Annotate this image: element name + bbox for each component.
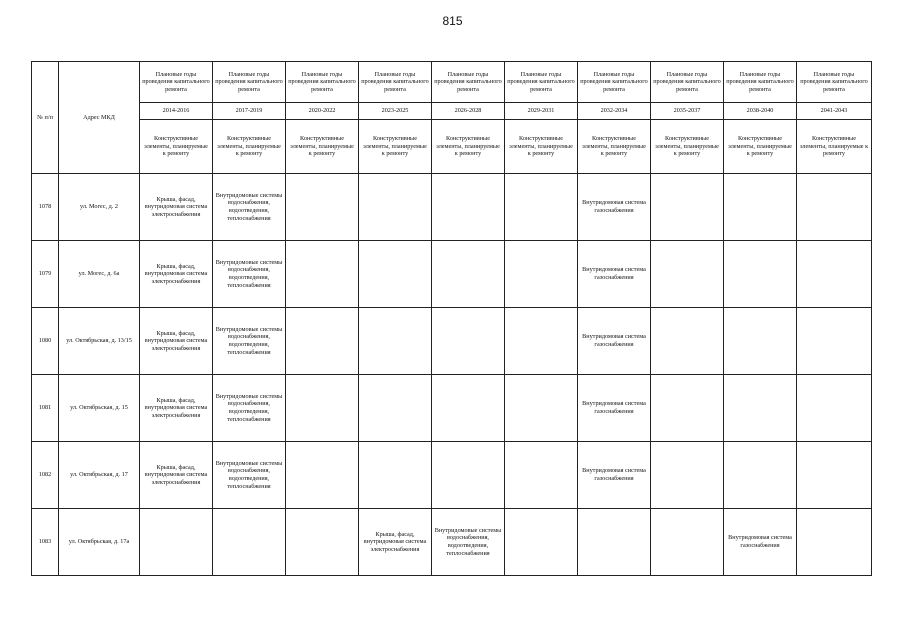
repair-elements-cell xyxy=(651,375,724,442)
year-range-header: 2035-2037 xyxy=(651,103,724,120)
repair-elements-cell xyxy=(432,442,505,509)
building-address: ул. Могес, д. 6а xyxy=(59,241,140,308)
repair-elements-cell xyxy=(724,442,797,509)
repair-elements-cell: Внутридомовая система газоснабжения xyxy=(578,308,651,375)
repair-elements-cell xyxy=(286,308,359,375)
repair-elements-cell xyxy=(505,174,578,241)
repair-elements-cell xyxy=(286,375,359,442)
repair-elements-cell xyxy=(505,509,578,576)
table-row xyxy=(32,308,872,375)
repair-elements-cell xyxy=(724,308,797,375)
repair-elements-cell xyxy=(213,509,286,576)
repair-elements-cell: Внутридомовые системы водоснабжения, водоотведения, теплоснабжения xyxy=(213,174,286,241)
table-body xyxy=(32,174,872,576)
period-header: Плановые годы проведения капитального ремонта xyxy=(797,62,872,103)
period-header: Плановые годы проведения капитального ремонта xyxy=(505,62,578,103)
row-number: 1080 xyxy=(32,308,59,375)
repair-elements-cell xyxy=(286,174,359,241)
year-range-header: 2029-2031 xyxy=(505,103,578,120)
column-header-address: Адрес МКД xyxy=(59,62,140,174)
year-range-header: 2038-2040 xyxy=(724,103,797,120)
row-number: 1083 xyxy=(32,509,59,576)
repair-elements-cell xyxy=(651,174,724,241)
repair-elements-cell: Внутридомовые системы водоснабжения, водоотведения, теплоснабжения xyxy=(213,442,286,509)
repair-elements-cell: Крыша, фасад, внутридомовая система электроснабжения xyxy=(140,241,213,308)
repair-elements-cell xyxy=(724,241,797,308)
repair-elements-cell xyxy=(359,174,432,241)
repair-elements-cell xyxy=(651,308,724,375)
building-address: ул. Могес, д. 2 xyxy=(59,174,140,241)
repair-elements-cell: Внутридомовые системы водоснабжения, водоотведения, теплоснабжения xyxy=(213,375,286,442)
elements-header: Конструктивные элементы, планируемые к ремонту xyxy=(651,120,724,174)
building-address: ул. Октябрьская, д. 15 xyxy=(59,375,140,442)
elements-header: Конструктивные элементы, планируемые к ремонту xyxy=(578,120,651,174)
repair-elements-cell xyxy=(797,174,872,241)
row-number: 1078 xyxy=(32,174,59,241)
building-address: ул. Октябрьская, д. 17 xyxy=(59,442,140,509)
period-header: Плановые годы проведения капитального ремонта xyxy=(140,62,213,103)
repair-elements-cell xyxy=(286,241,359,308)
elements-header: Конструктивные элементы, планируемые к ремонту xyxy=(213,120,286,174)
period-header: Плановые годы проведения капитального ремонта xyxy=(359,62,432,103)
year-range-header: 2020-2022 xyxy=(286,103,359,120)
page-number: 815 xyxy=(442,14,463,28)
repair-elements-cell xyxy=(286,442,359,509)
repair-elements-cell: Крыша, фасад, внутридомовая система электроснабжения xyxy=(140,375,213,442)
column-header-number: № п/п xyxy=(32,62,59,174)
year-range-header: 2014-2016 xyxy=(140,103,213,120)
repair-elements-cell xyxy=(505,308,578,375)
repair-elements-cell: Внутридомовая система газоснабжения xyxy=(724,509,797,576)
repair-elements-cell xyxy=(578,509,651,576)
table-row xyxy=(32,442,872,509)
period-header: Плановые годы проведения капитального ремонта xyxy=(651,62,724,103)
repair-elements-cell: Внутридомовая система газоснабжения xyxy=(578,442,651,509)
repair-elements-cell xyxy=(286,509,359,576)
building-address: ул. Октябрьская, д. 17а xyxy=(59,509,140,576)
period-header: Плановые годы проведения капитального ремонта xyxy=(578,62,651,103)
table-row xyxy=(32,241,872,308)
year-range-header: 2023-2025 xyxy=(359,103,432,120)
repair-elements-cell: Крыша, фасад, внутридомовая система электроснабжения xyxy=(140,308,213,375)
header-row-years xyxy=(32,103,872,120)
year-range-header: 2032-2034 xyxy=(578,103,651,120)
year-range-header: 2026-2028 xyxy=(432,103,505,120)
repair-elements-cell xyxy=(359,442,432,509)
repair-elements-cell xyxy=(797,241,872,308)
table-header xyxy=(32,62,872,174)
row-number: 1079 xyxy=(32,241,59,308)
repair-elements-cell: Крыша, фасад, внутридомовая система электроснабжения xyxy=(140,174,213,241)
period-header: Плановые годы проведения капитального ремонта xyxy=(724,62,797,103)
repair-elements-cell xyxy=(359,375,432,442)
elements-header: Конструктивные элементы, планируемые к ремонту xyxy=(505,120,578,174)
repair-elements-cell xyxy=(651,442,724,509)
repair-elements-cell xyxy=(651,509,724,576)
row-number: 1081 xyxy=(32,375,59,442)
row-number: 1082 xyxy=(32,442,59,509)
repair-elements-cell xyxy=(359,241,432,308)
repair-elements-cell xyxy=(505,375,578,442)
elements-header: Конструктивные элементы, планируемые к ремонту xyxy=(140,120,213,174)
repair-elements-cell xyxy=(651,241,724,308)
repair-elements-cell: Внутридомовые системы водоснабжения, водоотведения, теплоснабжения xyxy=(432,509,505,576)
repair-elements-cell xyxy=(505,442,578,509)
building-address: ул. Октябрьская, д. 13/15 xyxy=(59,308,140,375)
capital-repair-schedule-table xyxy=(31,61,872,576)
period-header: Плановые годы проведения капитального ремонта xyxy=(213,62,286,103)
elements-header: Конструктивные элементы, планируемые к ремонту xyxy=(432,120,505,174)
repair-elements-cell: Внутридомовые системы водоснабжения, водоотведения, теплоснабжения xyxy=(213,241,286,308)
elements-header: Конструктивные элементы, планируемые к ремонту xyxy=(359,120,432,174)
repair-elements-cell xyxy=(140,509,213,576)
repair-elements-cell: Крыша, фасад, внутридомовая система электроснабжения xyxy=(359,509,432,576)
repair-elements-cell xyxy=(432,241,505,308)
repair-elements-cell xyxy=(797,308,872,375)
elements-header: Конструктивные элементы, планируемые к ремонту xyxy=(797,120,872,174)
repair-elements-cell xyxy=(432,308,505,375)
header-row-periods xyxy=(32,62,872,103)
header-row-elements xyxy=(32,120,872,174)
repair-elements-cell xyxy=(797,375,872,442)
elements-header: Конструктивные элементы, планируемые к ремонту xyxy=(286,120,359,174)
elements-header: Конструктивные элементы, планируемые к ремонту xyxy=(724,120,797,174)
table-row xyxy=(32,375,872,442)
repair-elements-cell xyxy=(359,308,432,375)
period-header: Плановые годы проведения капитального ремонта xyxy=(432,62,505,103)
year-range-header: 2017-2019 xyxy=(213,103,286,120)
repair-elements-cell: Внутридомовая система газоснабжения xyxy=(578,241,651,308)
repair-elements-cell xyxy=(432,375,505,442)
repair-elements-cell xyxy=(724,375,797,442)
table-row xyxy=(32,509,872,576)
repair-elements-cell: Внутридомовая система газоснабжения xyxy=(578,174,651,241)
table-row xyxy=(32,174,872,241)
repair-elements-cell xyxy=(432,174,505,241)
repair-elements-cell: Крыша, фасад, внутридомовая система электроснабжения xyxy=(140,442,213,509)
year-range-header: 2041-2043 xyxy=(797,103,872,120)
repair-elements-cell: Внутридомовая система газоснабжения xyxy=(578,375,651,442)
repair-elements-cell xyxy=(505,241,578,308)
repair-elements-cell xyxy=(724,174,797,241)
repair-elements-cell xyxy=(797,442,872,509)
repair-elements-cell xyxy=(797,509,872,576)
period-header: Плановые годы проведения капитального ремонта xyxy=(286,62,359,103)
repair-elements-cell: Внутридомовые системы водоснабжения, водоотведения, теплоснабжения xyxy=(213,308,286,375)
